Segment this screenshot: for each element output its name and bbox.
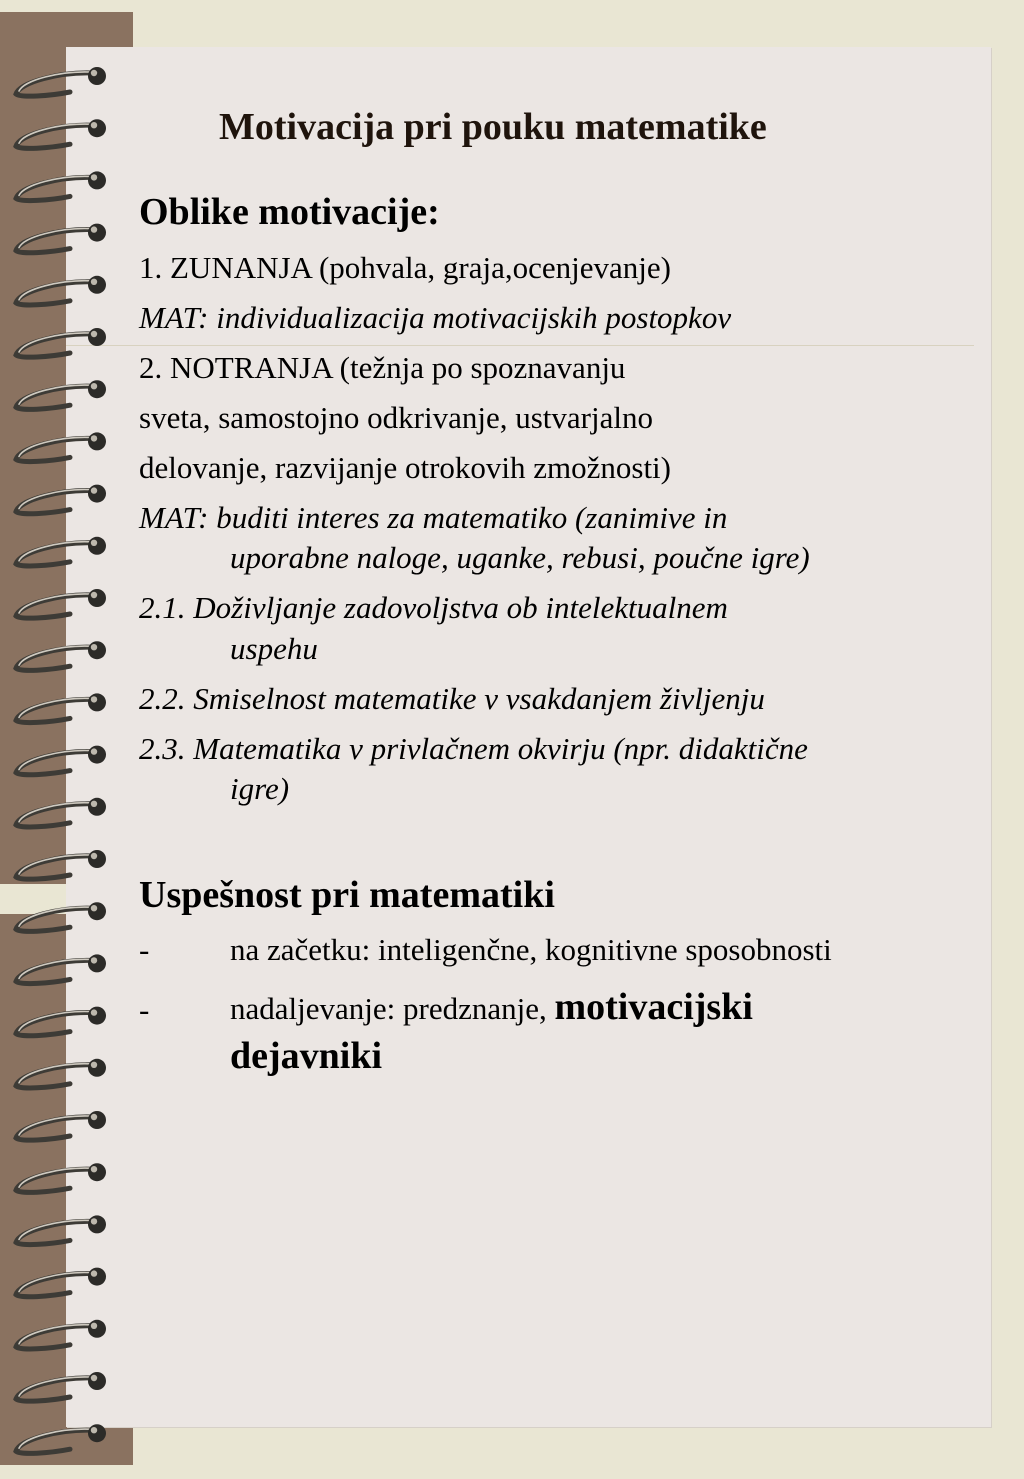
bullet-emphasis-motivacijski: motivacijski [554, 986, 753, 1028]
sub-item-2-1-line1: 2.1. Doživljanje zadovoljstva ob intelektualnem [139, 590, 728, 625]
spiral-ring [16, 1424, 106, 1453]
spiral-ring [16, 954, 106, 983]
spiral-ring [16, 119, 106, 148]
bullet-marker: - [139, 932, 150, 967]
spiral-ring [16, 380, 106, 409]
spiral-ring [16, 693, 106, 722]
spiral-ring [16, 171, 106, 200]
spiral-ring [16, 224, 106, 253]
bullet-zacetek: na začetku: inteligenčne, kognitivne sposobnosti [230, 932, 832, 967]
spiral-ring [16, 850, 106, 879]
spiral-ring [16, 1111, 106, 1140]
spiral-ring [16, 902, 106, 931]
sub-item-2-1-line2: uspehu [230, 631, 318, 666]
section-heading-oblike: Oblike motivacije: [139, 191, 440, 233]
spiral-ring [16, 1215, 106, 1244]
bullet-emphasis-dejavniki: dejavniki [230, 1035, 383, 1077]
spiral-ring [16, 485, 106, 514]
bullet-nadaljevanje-text: nadaljevanje: predznanje, [230, 991, 547, 1026]
spiral-ring [16, 1372, 106, 1401]
item-zunanja: 1. ZUNANJA (pohvala, graja,ocenjevanje) [139, 250, 671, 285]
spiral-ring [16, 1059, 106, 1088]
spiral-ring [16, 276, 106, 305]
sub-item-2-3-line2: igre) [230, 771, 290, 806]
spiral-binding [0, 0, 140, 1479]
spiral-ring [16, 1007, 106, 1036]
item-notranja-line2: sveta, samostojno odkrivanje, ustvarjalno [139, 400, 653, 435]
spiral-ring [16, 798, 106, 827]
sub-item-2-2: 2.2. Smiselnost matematike v vsakdanjem življenju [139, 681, 765, 716]
spiral-ring [16, 641, 106, 670]
spiral-ring [16, 537, 106, 566]
spiral-ring [16, 589, 106, 618]
item-notranja-line3: delovanje, razvijanje otrokovih zmožnosti) [139, 450, 671, 485]
spiral-ring [16, 1163, 106, 1192]
spiral-ring [16, 746, 106, 775]
spiral-ring [16, 67, 106, 96]
spiral-ring [16, 328, 106, 357]
item-zunanja-mat: MAT: individualizacija motivacijskih postopkov [139, 300, 732, 335]
item-notranja-mat-line2: uporabne naloge, uganke, rebusi, poučne igre) [230, 540, 810, 575]
page-rule-line [66, 345, 974, 346]
spiral-ring [16, 432, 106, 461]
page-title: Motivacija pri pouku matematike [219, 106, 767, 148]
spiral-ring [16, 1320, 106, 1349]
bullet-marker: - [139, 992, 150, 1027]
section-heading-uspesnost: Uspešnost pri matematiki [139, 874, 555, 916]
item-notranja-mat-line1: MAT: buditi interes za matematiko (zanimive in [139, 500, 728, 535]
spiral-ring [16, 1268, 106, 1297]
bullet-nadaljevanje [230, 983, 753, 1033]
sub-item-2-3-line1: 2.3. Matematika v privlačnem okvirju (npr. didaktične [139, 731, 808, 766]
item-notranja-line1: 2. NOTRANJA (težnja po spoznavanju [139, 350, 626, 385]
